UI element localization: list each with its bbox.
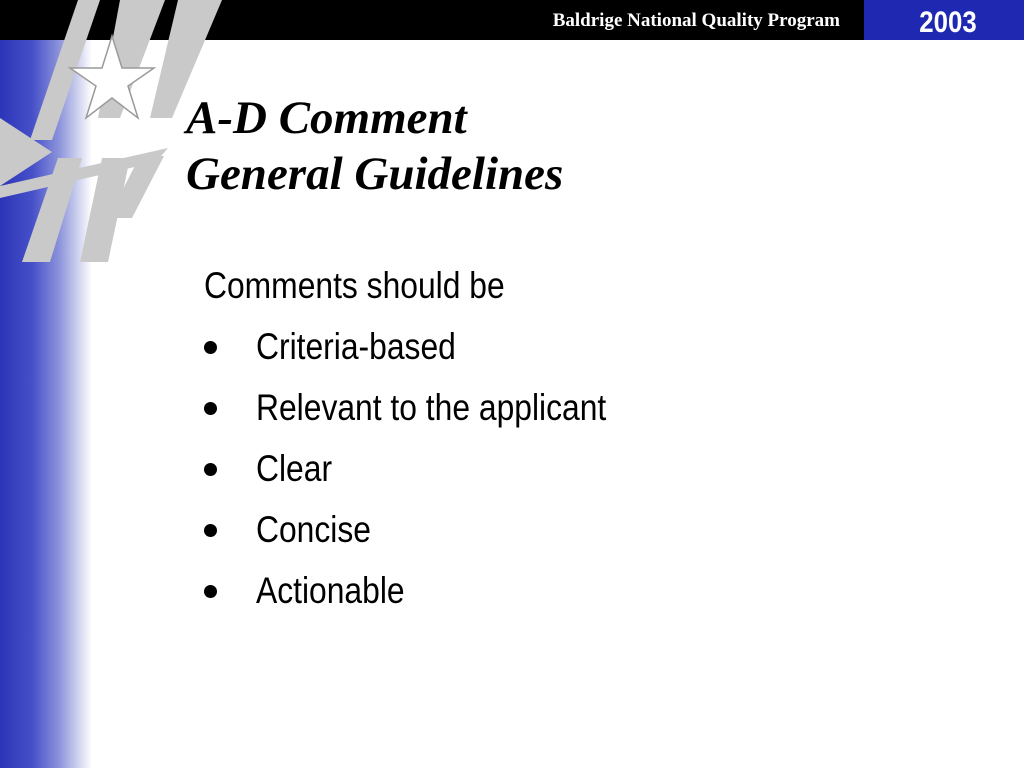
bullet-dot-icon — [204, 524, 217, 537]
bullet-item — [204, 438, 554, 499]
slide-title — [186, 90, 563, 202]
bullet-list — [204, 316, 607, 621]
program-name: Baldrige National Quality Program — [552, 10, 840, 31]
bullet-text: Actionable — [256, 570, 405, 611]
title-line-1: A-D Comment — [186, 92, 467, 144]
bullet-dot-icon — [204, 585, 217, 598]
year-label: 2003 — [919, 6, 977, 39]
bullet-item — [204, 560, 554, 621]
bullet-dot-icon — [204, 341, 217, 354]
bullet-dot-icon — [204, 402, 217, 415]
year-badge — [864, 0, 1024, 40]
intro-text: Comments should be — [204, 265, 505, 306]
bullet-item — [204, 499, 554, 560]
bullet-text: Criteria-based — [256, 326, 456, 367]
bullet-item — [204, 377, 607, 438]
bullet-dot-icon — [204, 463, 217, 476]
bullet-text: Clear — [256, 448, 333, 489]
slide-content — [204, 256, 607, 621]
bullet-item — [204, 316, 554, 377]
bullet-text: Relevant to the applicant — [256, 387, 607, 428]
title-line-2: General Guidelines — [186, 148, 564, 200]
bullet-text: Concise — [256, 509, 371, 550]
